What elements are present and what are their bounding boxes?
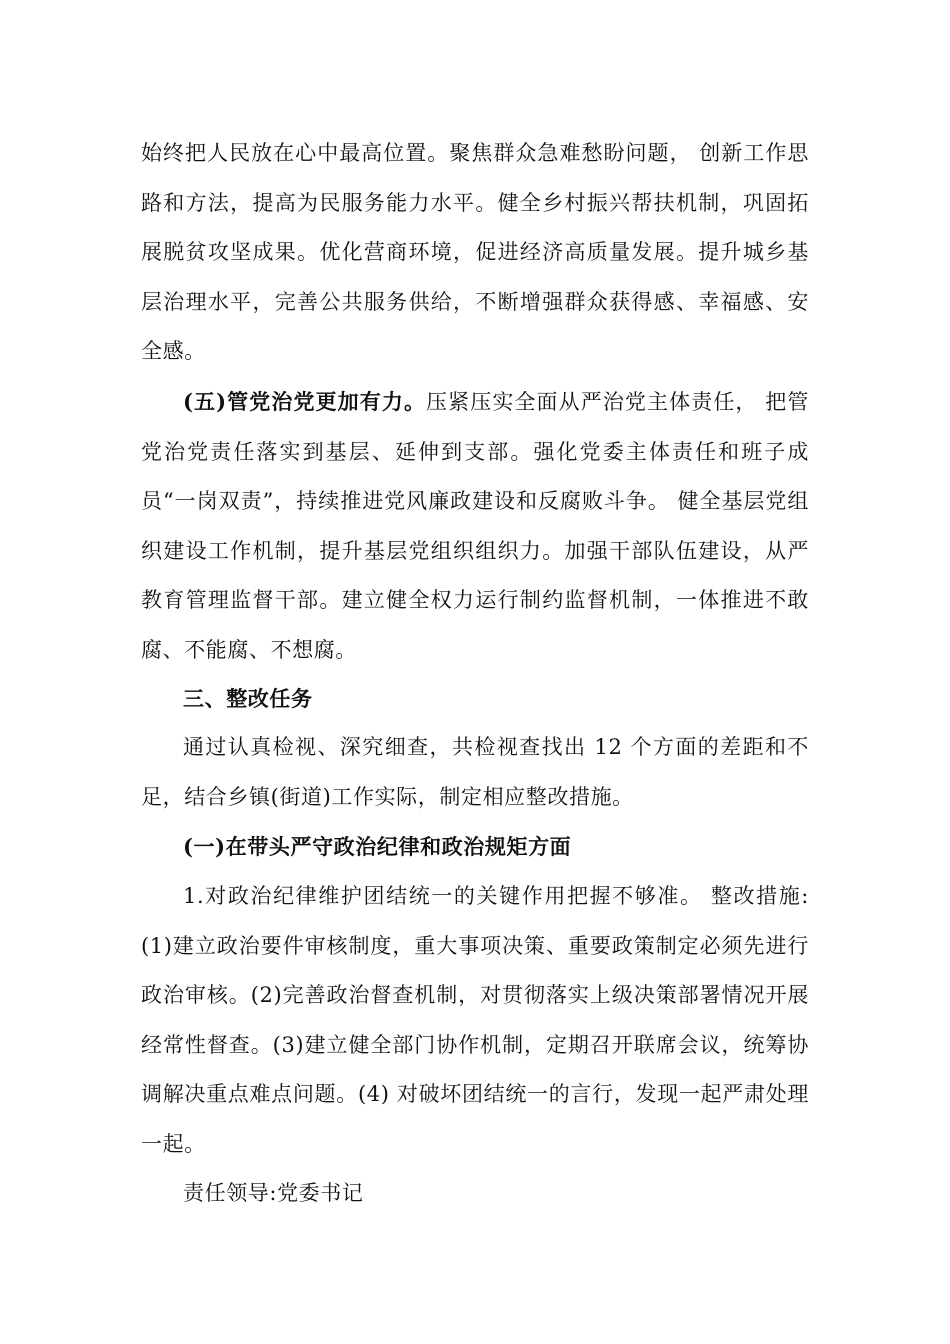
responsible-leader-line: 责任领导:党委书记 — [183, 1181, 364, 1205]
paragraph-heading-five: (五)管党治党更加有力。 — [183, 389, 427, 414]
paragraph-people-centered: 始终把人民放在心中最高位置。聚焦群众急难愁盼问题， 创新工作思路和方法，提高为民服务能力水平。健全乡村振兴帮扶机制，巩固拓展脱贫攻坚成果。优化营商环境，促进经济高质量发展。提升城乡基层治理水平，完善公共服务供给，不断增强群众获得感、幸福感、安全感。 — [141, 141, 809, 363]
paragraph-party-governance — [141, 377, 809, 675]
paragraph-review-summary: 通过认真检视、深究细查，共检视查找出 12 个方面的差距和不足，结合乡镇(街道)工作实际，制定相应整改措施。 — [141, 735, 809, 809]
section-heading-rectification-tasks: 三、整改任务 — [183, 686, 313, 711]
subsection-heading-political-discipline: (一)在带头严守政治纪律和政治规矩方面 — [183, 834, 572, 859]
paragraph-rectification-measures: 1.对政治纪律维护团结统一的关键作用把握不够准。 整改措施:(1)建立政治要件审核制度，重大事项决策、重要政策制定必须先进行政治审核。(2)完善政治督查机制，对贯彻落实上级决策部署情况开展经常性督查。(3)建立健全部门协作机制，定期召开联席会议，统筹协调解决重点难点问题。(4) 对破坏团结统一的言行，发现一起严肃处理一起。 — [141, 884, 809, 1156]
paragraph-party-governance-body: 压紧压实全面从严治党主体责任， 把管党治党责任落实到基层、延伸到支部。强化党委主体责任和班子成员“一岗双责”，持续推进党风廉政建设和反腐败斗争。 健全基层党组织建设工作机制，提升基层党组织组织力。加强干部队伍建设，从严教育管理监督干部。建立健全权力运行制约监督机制，一体推进不敢腐、不能腐、不想腐。 — [141, 390, 809, 662]
